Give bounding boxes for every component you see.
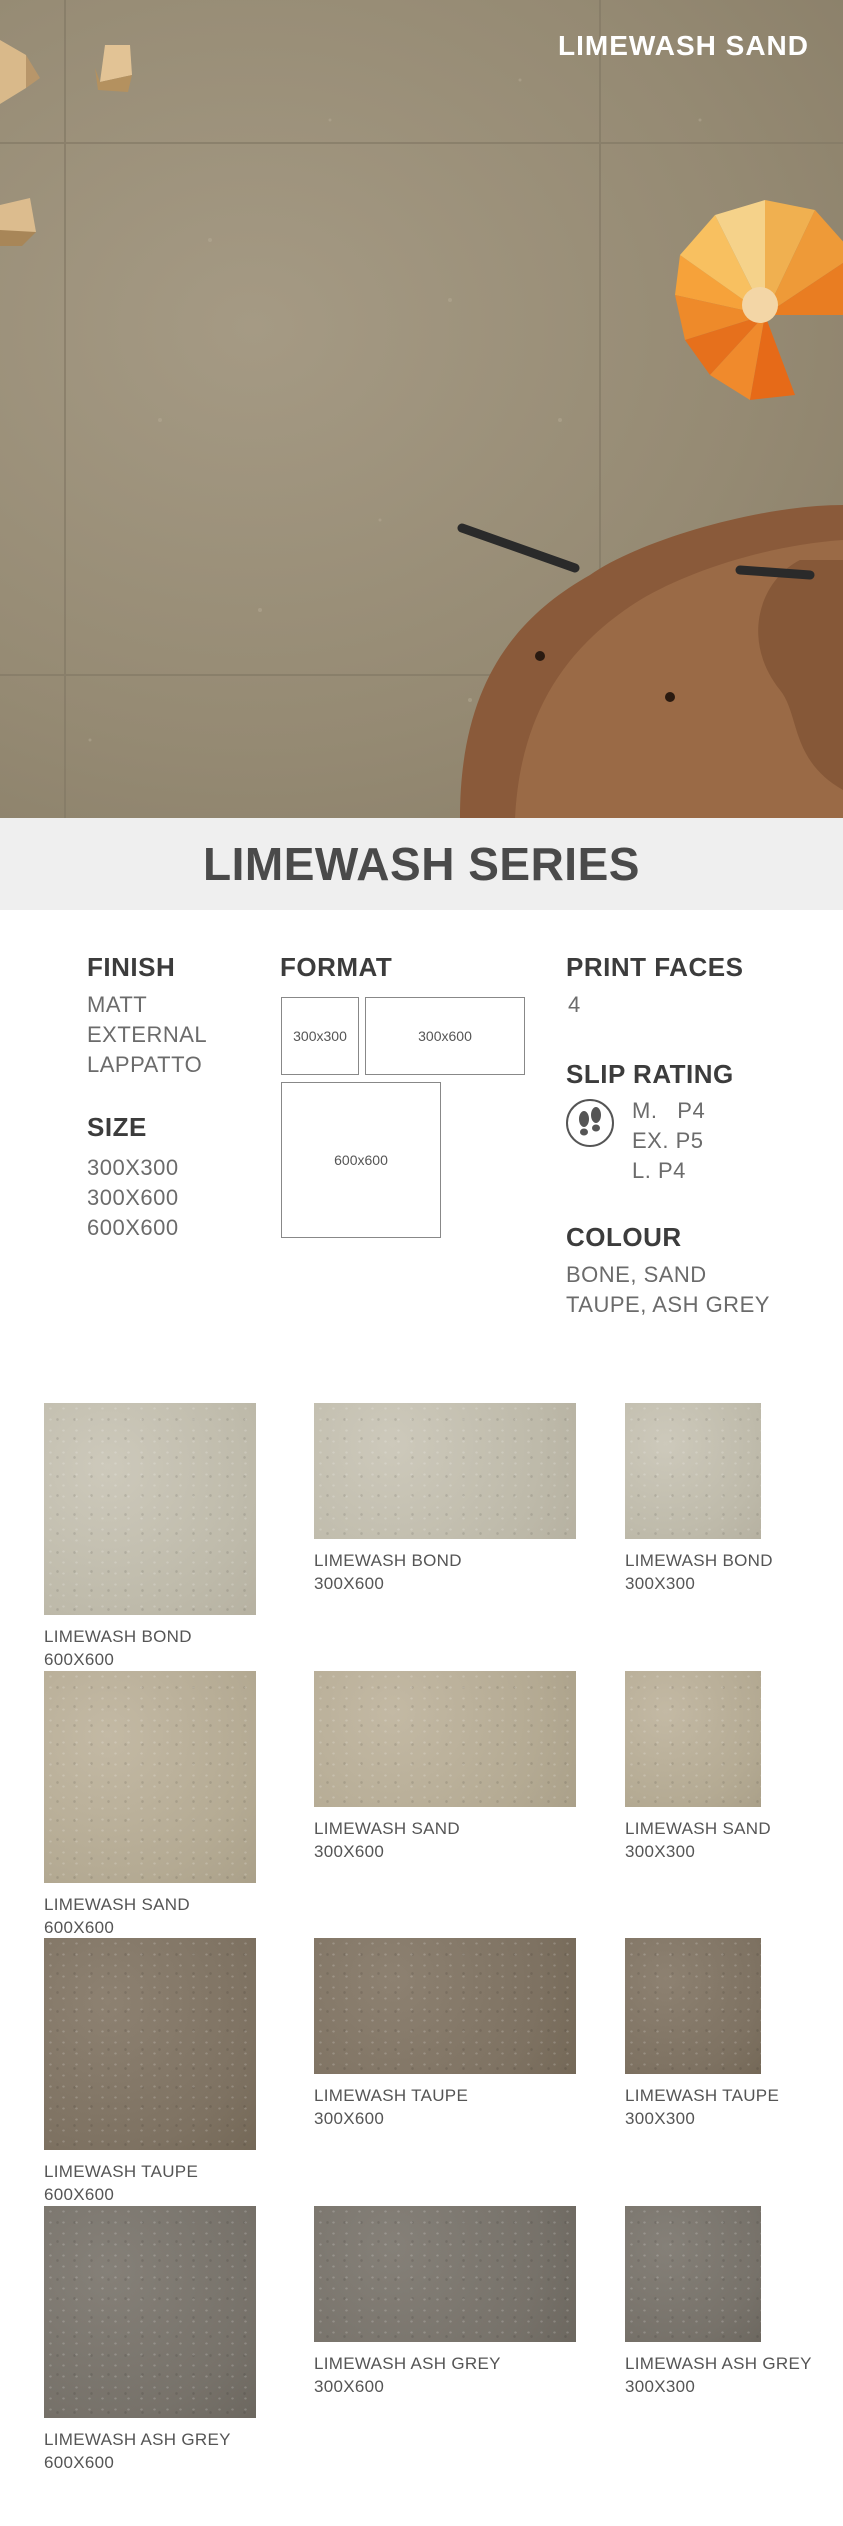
- tile-size: 600X600: [44, 2185, 115, 2204]
- tile-texture: [625, 1671, 761, 1807]
- format-box-300x600: 300x600: [365, 997, 525, 1075]
- tile-texture: [44, 1403, 256, 1615]
- tile-size: 300X300: [625, 2377, 696, 2396]
- hero-title: LIMEWASH SAND: [558, 30, 809, 61]
- tile-size: 600X600: [44, 1918, 115, 1937]
- tile-swatch: [44, 1671, 256, 1883]
- tile-caption: [625, 1817, 771, 1863]
- tile-caption: [314, 1817, 460, 1863]
- tile-name: LIMEWASH ASH GREY: [625, 2354, 812, 2373]
- colour-heading: COLOUR: [566, 1222, 682, 1252]
- tile-name: LIMEWASH ASH GREY: [314, 2354, 501, 2373]
- slip-rating-item: EX. P5: [632, 1128, 704, 1153]
- tile-texture: [314, 1671, 576, 1807]
- tile-size: 300X600: [314, 1842, 385, 1861]
- tile-caption: [625, 2352, 812, 2398]
- tile-caption: [625, 1549, 773, 1595]
- tile-name: LIMEWASH BOND: [314, 1551, 462, 1570]
- tile-texture: [625, 1938, 761, 2074]
- tile-texture: [44, 1938, 256, 2150]
- tile-size: 600X600: [44, 1650, 115, 1669]
- tile-texture: [314, 1938, 576, 2074]
- finish-heading: FINISH: [87, 952, 176, 982]
- tile-name: LIMEWASH ASH GREY: [44, 2430, 231, 2449]
- tile-caption: [314, 2084, 468, 2130]
- tile-swatch: [625, 2206, 761, 2342]
- hero-image: [0, 0, 843, 818]
- tile-size: 300X300: [625, 2109, 696, 2128]
- tile-name: LIMEWASH TAUPE: [44, 2162, 199, 2181]
- tile-size: 300X600: [314, 2377, 385, 2396]
- paper-lamp-decor: [675, 200, 843, 400]
- tile-caption: [314, 1549, 462, 1595]
- tile-texture: [625, 2206, 761, 2342]
- tile-name: LIMEWASH SAND: [44, 1895, 190, 1914]
- tile-caption: [625, 2084, 779, 2130]
- size-item: 300X300: [87, 1155, 179, 1180]
- tile-swatch: [314, 1671, 576, 1807]
- format-box-300x300: 300x300: [281, 997, 359, 1075]
- tile-texture: [314, 2206, 576, 2342]
- slip-rating-heading: SLIP RATING: [566, 1059, 734, 1089]
- tile-name: LIMEWASH BOND: [44, 1627, 192, 1646]
- tile-caption: [314, 2352, 501, 2398]
- series-title: LIMEWASH SERIES: [203, 838, 640, 890]
- finish-item: EXTERNAL: [87, 1022, 208, 1047]
- tile-size: 300X300: [625, 1842, 696, 1861]
- tile-swatch: [625, 1938, 761, 2074]
- tile-swatch: [314, 1938, 576, 2074]
- series-banner: [0, 818, 843, 910]
- size-item: 600X600: [87, 1215, 179, 1240]
- tile-name: LIMEWASH SAND: [314, 1819, 460, 1838]
- size-heading: SIZE: [87, 1112, 147, 1142]
- finish-item: MATT: [87, 992, 148, 1017]
- tile-caption: [44, 1625, 192, 1671]
- tile-texture: [44, 2206, 256, 2418]
- print-faces-heading: PRINT FACES: [566, 952, 744, 982]
- tile-caption: [44, 2428, 231, 2474]
- slip-rating-item: L. P4: [632, 1158, 686, 1183]
- print-faces-value: 4: [568, 992, 581, 1017]
- tile-size: 600X600: [44, 2453, 115, 2472]
- colour-item: TAUPE, ASH GREY: [566, 1292, 770, 1317]
- tile-size: 300X300: [625, 1574, 696, 1593]
- slip-rating-item: M. P4: [632, 1098, 706, 1123]
- tile-texture: [44, 1671, 256, 1883]
- tile-size: 300X600: [314, 1574, 385, 1593]
- hero-photo-illustration: [0, 0, 843, 818]
- size-item: 300X600: [87, 1185, 179, 1210]
- format-heading: FORMAT: [280, 952, 393, 982]
- footprints-icon: [566, 1099, 614, 1147]
- tile-texture: [314, 1403, 576, 1539]
- tile-swatch: [314, 1403, 576, 1539]
- tile-caption: [44, 2160, 198, 2206]
- format-box-600x600: 600x600: [281, 1082, 441, 1238]
- tile-swatch: [44, 1403, 256, 1615]
- tile-swatch: [44, 2206, 256, 2418]
- tile-swatch: [314, 2206, 576, 2342]
- tile-swatch: [44, 1938, 256, 2150]
- tile-name: LIMEWASH SAND: [625, 1819, 771, 1838]
- tile-size: 300X600: [314, 2109, 385, 2128]
- wooden-chair-decor: [460, 505, 843, 818]
- tile-swatch: [625, 1403, 761, 1539]
- tile-caption: [44, 1893, 190, 1939]
- finish-item: LAPPATTO: [87, 1052, 203, 1077]
- tile-name: LIMEWASH TAUPE: [625, 2086, 780, 2105]
- tile-name: LIMEWASH TAUPE: [314, 2086, 469, 2105]
- tile-swatch: [625, 1671, 761, 1807]
- tile-texture: [625, 1403, 761, 1539]
- colour-item: BONE, SAND: [566, 1262, 707, 1287]
- tile-name: LIMEWASH BOND: [625, 1551, 773, 1570]
